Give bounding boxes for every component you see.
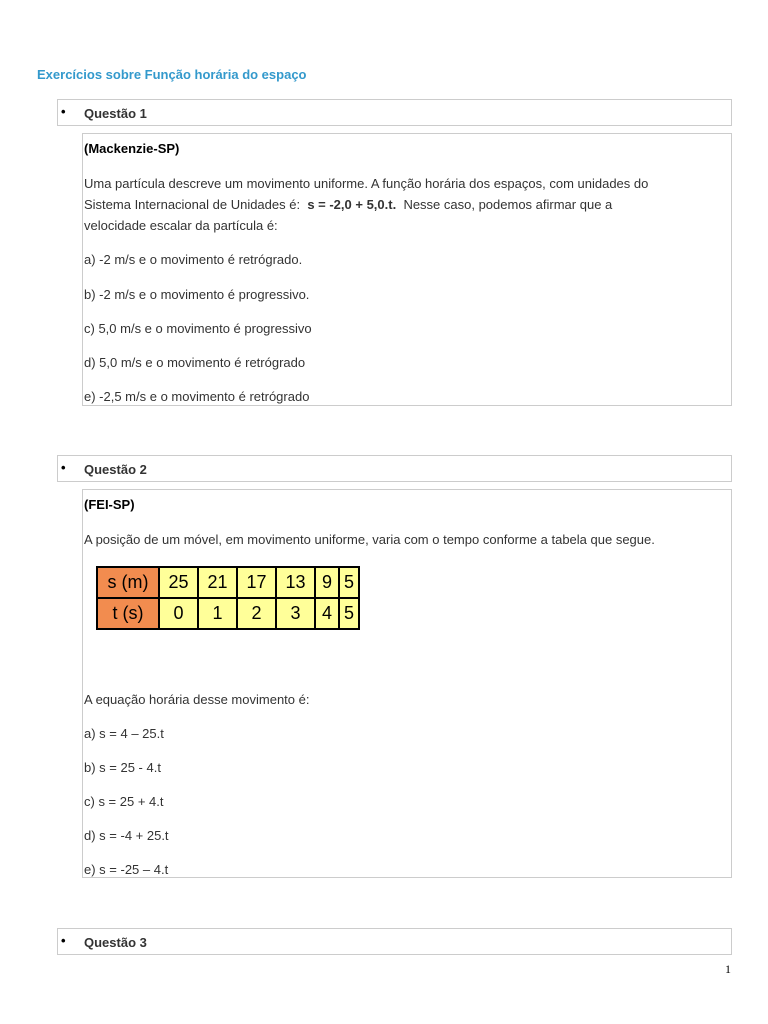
question-1-stem-line-2 — [84, 197, 612, 212]
stem-text: Sistema Internacional de Unidades é: — [84, 197, 301, 212]
question-2-question: A equação horária desse movimento é: — [84, 692, 310, 707]
page-title: Exercícios sobre Função horária do espaço — [37, 67, 307, 82]
table-cell: 13 — [276, 567, 315, 598]
table-header-position: s (m) — [97, 567, 159, 598]
question-1-option-b: b) -2 m/s e o movimento é progressivo. — [84, 287, 310, 302]
question-1-stem-line-3: velocidade escalar da partícula é: — [84, 218, 278, 233]
table-cell: 5 — [339, 567, 359, 598]
question-2-label: Questão 2 — [84, 462, 147, 477]
table-cell: 25 — [159, 567, 198, 598]
question-2-stem: A posição de um móvel, em movimento uniforme, varia com o tempo conforme a tabela que segue. — [84, 532, 655, 547]
question-1-option-d: d) 5,0 m/s e o movimento é retrógrado — [84, 355, 306, 370]
page-number: 1 — [725, 962, 731, 976]
question-1-label: Questão 1 — [84, 106, 147, 121]
question-1-header — [57, 99, 732, 126]
question-2-box — [82, 489, 732, 878]
table-row-position — [97, 567, 359, 598]
table-cell: 9 — [315, 567, 339, 598]
table-cell: 0 — [159, 598, 198, 629]
table-cell: 1 — [198, 598, 237, 629]
bullet: • — [61, 104, 66, 119]
stem-text: Nesse caso, podemos afirmar que a — [403, 197, 613, 212]
table-row-time — [97, 598, 359, 629]
question-2-header — [57, 455, 732, 482]
table-cell: 21 — [198, 567, 237, 598]
question-3-header — [57, 928, 732, 955]
question-2-option-a: a) s = 4 – 25.t — [84, 726, 164, 741]
question-2-option-b: b) s = 25 - 4.t — [84, 760, 161, 775]
table-cell: 5 — [339, 598, 359, 629]
table-header-time: t (s) — [97, 598, 159, 629]
question-1-source: (Mackenzie-SP) — [84, 141, 180, 156]
question-1-option-c: c) 5,0 m/s e o movimento é progressivo — [84, 321, 312, 336]
question-1-option-a: a) -2 m/s e o movimento é retrógrado. — [84, 252, 303, 267]
question-2-source: (FEI-SP) — [84, 497, 135, 512]
bullet: • — [61, 933, 66, 948]
table-cell: 3 — [276, 598, 315, 629]
position-time-table — [96, 566, 360, 630]
table-cell: 4 — [315, 598, 339, 629]
question-3-label: Questão 3 — [84, 935, 147, 950]
bullet: • — [61, 460, 66, 475]
table-cell: 17 — [237, 567, 276, 598]
table-cell: 2 — [237, 598, 276, 629]
question-2-option-c: c) s = 25 + 4.t — [84, 794, 164, 809]
question-2-option-d: d) s = -4 + 25.t — [84, 828, 169, 843]
question-2-option-e: e) s = -25 – 4.t — [84, 862, 169, 877]
question-1-option-e: e) -2,5 m/s e o movimento é retrógrado — [84, 389, 310, 404]
question-1-stem-line-1: Uma partícula descreve um movimento uniforme. A função horária dos espaços, com unidades do — [84, 176, 649, 191]
stem-formula: s = -2,0 + 5,0.t. — [307, 197, 397, 212]
